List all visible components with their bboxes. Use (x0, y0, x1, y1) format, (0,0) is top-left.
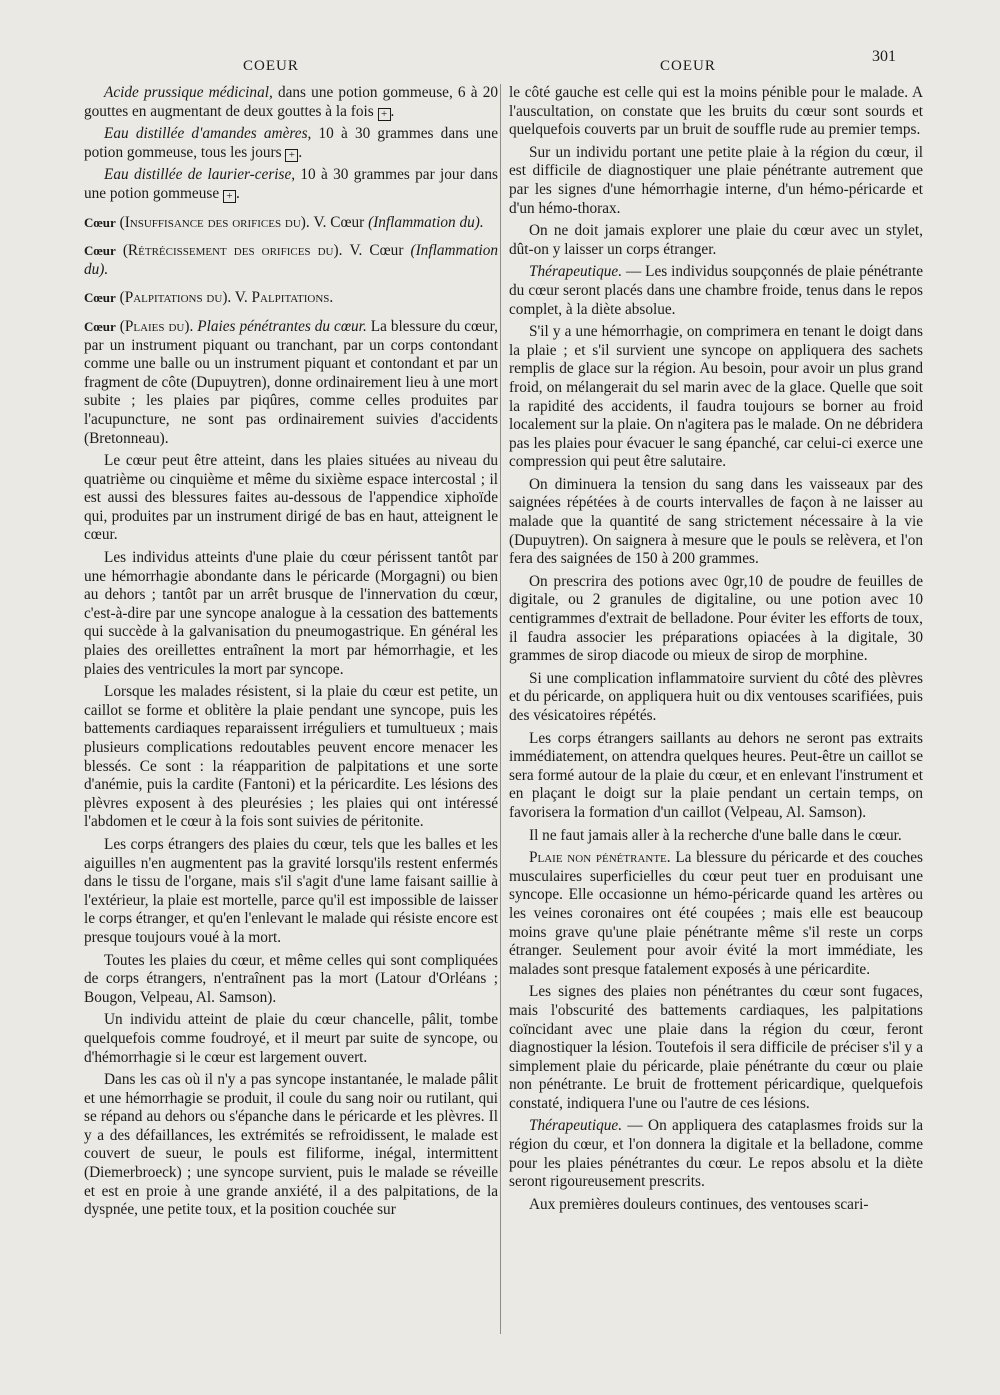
paragraph: Dans les cas où il n'y a pas syncope instantanée, le malade pâlit et une hémorrhagie se produit, il coule du sang noir ou rutilant, qui se répand au dehors ou s'épanche dans le péricarde et les plèvres. Il y a des défaillances, les extrémités se refroidissent, le malade est couvert de sueur, le pouls est filiforme, inégal, intermittent (Diemerbroeck) ; une syncope survient, puis le malade se réveille et est en proie à une grande anxiété, il a des palpitations, de la dyspnée, une petite toux, et la position couchée sur (84, 1071, 498, 1219)
entry-insuffisance: Cœur (Insuffisance des orifices du). V. Cœur (Inflammation du). (84, 213, 484, 231)
paragraph: On prescrira des potions avec 0gr,10 de poudre de feuilles de digitale, ou 2 granules de digitaline, ou une potion avec 10 centigrammes d'extrait de belladone. Pour éviter les efforts de toux, il faudra associer les préparations opiacées à la digitale, 30 grammes de sirop diacode ou mieux de sirop de morphine. (509, 572, 923, 665)
paragraph: Les signes des plaies non pénétrantes du cœur sont fugaces, mais l'obscurité des battements cardiaques, les palpitations coïncidant avec une plaie dans la région du cœur, feront diagnostiquer la lésion. Toutefois il sera difficile de préciser s'il y a simplement plaie du péricarde, plaie pénétrante du cœur ou plaie non pénétrante. Le bruit de frottement péricardique, quelquefois constaté, indiquera l'une ou l'autre de ces lésions. (509, 983, 923, 1112)
running-head-left: COEUR (243, 58, 299, 74)
paragraph: On ne doit jamais explorer une plaie du cœur avec un stylet, dût-on y laisser un corps étranger. (509, 222, 923, 258)
paragraph: Lorsque les malades résistent, si la plaie du cœur est petite, un caillot se forme et oblitère la plaie pendant une syncope, puis les battements cardiaques reparaissent irréguliers et tumultueux ; mais plusieurs complications redoutables peuvent encore menacer les blessés. Ce sont : la réapparition de palpitations et une sorte d'anémie, puis la cardite (Fantoni) et la péricardite. Les lésions des plèvres exposent à des pleurésies ; les plaies qui ont intéressé l'abdomen et le cœur à la fois sont suivies de péritonite. (84, 683, 498, 831)
entry-plaies: Cœur (Plaies du). Plaies pénétrantes du cœur. La blessure du cœur, par un instrument piquant ou tranchant, par un corps contondant comme une balle ou un instrument piquant et contondant et par un fragment de côte (Dupuytren), donne ordinairement lieu à une mort subite ; les plaies par piqûres, comme celles produites par l'acupuncture, ne sont pas ordinairement suivies d'accidents (Bretonneau). (84, 317, 498, 447)
paragraph: Le cœur peut être atteint, dans les plaies situées au niveau du quatrième ou cinquième et même du sixième espace intercostal ; il est aussi des blessures faites au-dessous de l'appendice xiphoïde qui, produites par un instrument dirigé de bas en haut, atteignent le cœur. (84, 452, 498, 544)
running-head-right: COEUR (660, 58, 716, 74)
left-column (84, 84, 498, 1224)
therapeutique-paragraph: Thérapeutique. — On appliquera des cataplasmes froids sur la région du cœur, et l'on donnera la digitale et la belladone, comme pour les plaies pénétrantes du cœur. Le repos absolu et la diète seront rigoureusement prescrits. (509, 1117, 923, 1191)
paragraph: Sur un individu portant une petite plaie à la région du cœur, il est difficile de diagnostiquer une plaie pénétrante autrement que par les signes d'une hémorrhagie interne, d'un hémo-péricarde et d'un hémo-thorax. (509, 143, 923, 217)
entry-retrecissement: Cœur (Rétrécissement des orifices du). V. Cœur (Inflammation du). (84, 242, 499, 278)
paragraph: Si une complication inflammatoire survient du côté des plèvres et du péricarde, on appliquera huit ou dix ventouses scarifiées, puis des vésicatoires répétés. (509, 669, 923, 724)
entry-palpitations: Cœur (Palpitations du). V. Palpitations. (84, 289, 334, 307)
right-column (509, 84, 923, 1218)
paragraph: Il ne faut jamais aller à la recherche d'une balle dans le cœur. (529, 826, 902, 844)
plus-box-icon: + (223, 190, 236, 203)
paragraph: Toutes les plaies du cœur, et même celles qui sont compliquées de corps étrangers, n'entraînent pas la mort (Latour d'Orléans ; Bougon, Velpeau, Al. Samson). (84, 951, 498, 1006)
paragraph: Les corps étrangers saillants au dehors ne seront pas extraits immédiatement, on attendra quelques heures. Peut-être un caillot se sera formé autour de la plaie du cœur, et en enlevant l'instrument et en plaçant le doigt sur la plaie pendant un certain temps, on favorisera la formation d'un caillot (Velpeau, Al. Samson). (509, 729, 923, 821)
column-divider (500, 84, 501, 1334)
therapeutique-paragraph: Thérapeutique. — Les individus soupçonnés de plaie pénétrante du cœur seront placés dans une chambre froide, tenus dans le repos complet, à la diète absolue. (509, 263, 923, 318)
prescription-prussic-acid: Acide prussique médicinal, dans une potion gommeuse, 6 à 20 gouttes en augmentant de deux gouttes à la fois + . (84, 84, 499, 120)
plaie-non-penetrante-paragraph: Plaie non pénétrante. La blessure du péricarde et des couches musculaires superficielles du cœur peut tuer en produisant une syncope. Elle occasionne un hémo-péricarde quand les artères ou les veines coronaires ont été coupées ; mais elle est beaucoup moins grave qu'une plaie pénétrante même s'il reste un corps étranger. Seulement pour avoir évité la mort immédiate, les malades sont presque fatalement exposés à une péricardite. (509, 849, 923, 978)
paragraph: Un individu atteint de plaie du cœur chancelle, pâlit, tombe quelquefois comme foudroyé, et il meurt par suite de syncope, ou d'hémorrhagie si le cœur est largement ouvert. (84, 1011, 498, 1066)
page-number: 301 (872, 48, 896, 65)
paragraph: Les corps étrangers des plaies du cœur, tels que les balles et les aiguilles n'en augmentent pas la gravité lorsqu'ils restent enfermés dans le tissu de l'organe, mais s'il s'agit d'une lame faisant saillie à l'extérieur, la plaie est mortelle, parce qu'il est impossible de laisser le corps étranger, et qu'en l'enlevant le malade qui résiste encore est presque toujours voué à la mort. (84, 835, 498, 946)
prescription-cherry-laurel: Eau distillée de laurier-cerise, 10 à 30 grammes par jour dans une potion gommeuse + . (84, 166, 498, 202)
paragraph: On diminuera la tension du sang dans les vaisseaux par des saignées répétées à de courts intervalles de façon à ne laisser au malade que la quantité de sang strictement nécessaire à la vie (Dupuytren). On saignera à mesure que le pouls se relèvera, et l'on fera des saignées de 150 à 200 grammes. (509, 475, 923, 568)
prescription-bitter-almond: Eau distillée d'amandes amères, 10 à 30 grammes dans une potion gommeuse, tous les jours + . (84, 125, 498, 161)
paragraph: Aux premières douleurs continues, des ventouses scari- (529, 1195, 869, 1213)
paragraph: Les individus atteints d'une plaie du cœur périssent tantôt par une hémorrhagie abondante dans le péricarde (Morgagni) ou bien au dehors ; tantôt par un arrêt brusque de l'innervation du cœur, c'est-à-dire par une syncope analogue à la cessation des battements qui succède à la galvanisation du pneumogastrique. En général les plaies des oreillettes entraînent la mort par hémorrhagie, et les plaies des ventricules la mort par syncope. (84, 549, 498, 678)
plus-box-icon: + (285, 149, 298, 162)
paragraph: S'il y a une hémorrhagie, on comprimera en tenant le doigt dans la plaie ; et s'il survient une syncope on appliquera des sachets remplis de glace sur la région. Au besoin, pour avoir un plus grand froid, on mélangerait du sel marin avec de la glace. Quelle que soit la rapidité des accidents, il faudra toujours se borner au froid localement sur la plaie. On n'agitera pas le malade. On ne débridera pas les plaies pour évacuer le sang épanché, car celui-ci exerce une compression qui peut être salutaire. (509, 323, 923, 471)
plus-box-icon: + (378, 108, 391, 121)
paragraph-continued: le côté gauche est celle qui est la moins pénible pour le malade. A l'auscultation, on constate que les bruits du cœur sont sourds et quelquefois couverts par un bruit de souffle rude au premier temps. (509, 84, 923, 139)
